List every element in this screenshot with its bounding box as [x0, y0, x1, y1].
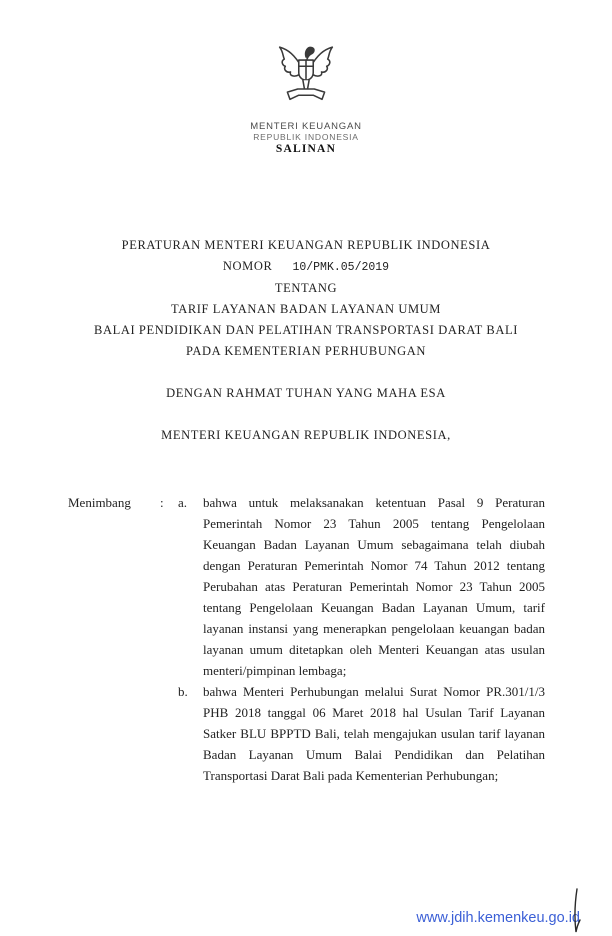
garuda-pancasila-icon	[275, 33, 337, 113]
menimbang-item-a	[178, 492, 545, 681]
regulation-number-line	[0, 256, 612, 278]
subject-line-3: PADA KEMENTERIAN PERHUBUNGAN	[186, 344, 426, 358]
tentang-label: TENTANG	[274, 281, 338, 295]
item-marker: a.	[178, 495, 188, 510]
jdih-watermark: www.jdih.kemenkeu.go.id	[416, 910, 580, 926]
item-text: bahwa untuk melaksanakan ketentuan Pasal 9 Peraturan Pemerintah Nomor 23 Tahun 2005 tentang Pengelolaan Keuangan Badan Layanan Umum sebagaimana telah diubah dengan Peraturan Pemerintah Nomor 74 Tahun 2012 tentang Perubahan atas Peraturan Pemerintah Nomor 23 Tahun 2005 tentang Pengelolaan Keuangan Badan Layanan Umum, tarif layanan instansi yang menerapkan pengelolaan keuangan badan layanan umum ditetapkan oleh Menteri Keuangan atas usulan menteri/pimpinan lembaga;	[203, 495, 545, 678]
menimbang-label: Menimbang	[68, 495, 131, 510]
letterhead	[0, 33, 612, 155]
pen-stroke-mark	[568, 888, 582, 934]
menimbang-section	[68, 492, 545, 786]
ministry-country: REPUBLIK INDONESIA	[253, 132, 359, 142]
ministry-name: MENTERI KEUANGAN	[250, 121, 362, 132]
regulation-title-line: PERATURAN MENTERI KEUANGAN REPUBLIK INDONESIA	[121, 238, 491, 252]
nomor-value: 10/PMK.05/2019	[292, 261, 390, 274]
menimbang-colon: :	[160, 495, 164, 510]
nomor-label: NOMOR	[222, 259, 273, 273]
item-text: bahwa Menteri Perhubungan melalui Surat Nomor PR.301/1/3 PHB 2018 tanggal 06 Maret 2018 hal Usulan Tarif Layanan Satker BLU BPPTD Bali, telah mengajukan usulan tarif layanan Badan Layanan Umum Balai Pendidikan dan Pelatihan Transportasi Darat Bali pada Kementerian Perhubungan;	[203, 684, 545, 783]
title-block	[0, 235, 612, 446]
menimbang-item-b	[178, 681, 545, 786]
salinan-label: SALINAN	[275, 143, 337, 155]
subject-line-2: BALAI PENDIDIKAN DAN PELATIHAN TRANSPORTASI DARAT BALI	[94, 323, 518, 337]
item-marker: b.	[178, 684, 188, 699]
invocation-line: DENGAN RAHMAT TUHAN YANG MAHA ESA	[166, 386, 446, 400]
subject-line-1: TARIF LAYANAN BADAN LAYANAN UMUM	[170, 302, 442, 316]
menimbang-items	[178, 492, 545, 786]
document-body	[68, 492, 545, 786]
authority-line: MENTERI KEUANGAN REPUBLIK INDONESIA,	[161, 428, 451, 442]
